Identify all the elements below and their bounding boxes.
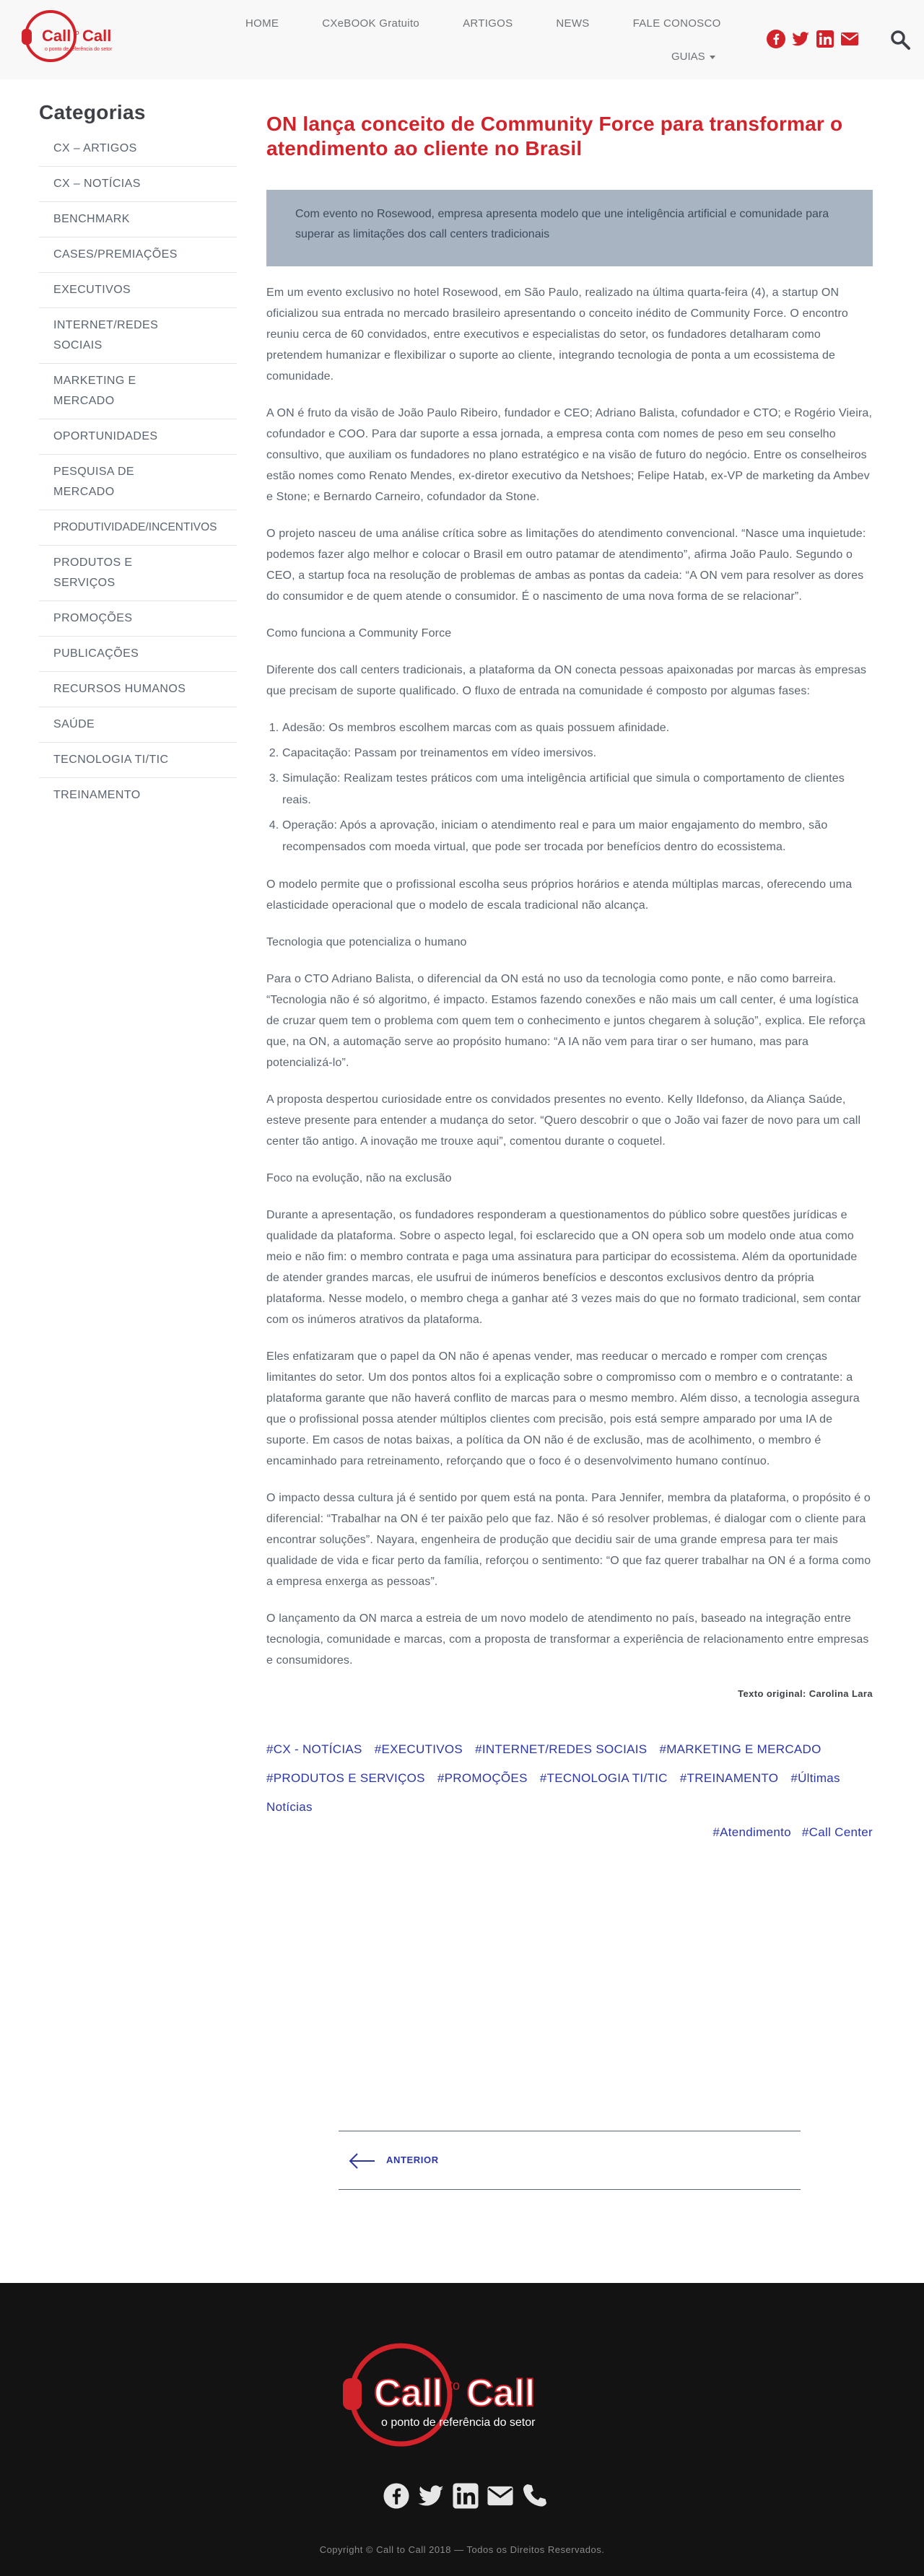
sidebar-item-tecnologia[interactable]: TECNOLOGIA TI/TIC (39, 743, 237, 778)
sidebar-item-promocoes[interactable]: PROMOÇÕES (39, 601, 237, 637)
sidebar-item-benchmark[interactable]: BENCHMARK (39, 202, 237, 237)
previous-post-link[interactable]: ANTERIOR (386, 2154, 439, 2165)
post-navigation (339, 2131, 801, 2190)
sidebar-item-treinamento[interactable]: TREINAMENTO (53, 789, 141, 801)
site-footer (0, 2283, 924, 2576)
sidebar-item-cx-noticias[interactable]: CX – NOTÍCIAS (39, 167, 237, 202)
sidebar-item-produtividade[interactable]: PRODUTIVIDADE/INCENTIVOS (39, 510, 237, 546)
svg-text:Call: Call (82, 27, 112, 45)
paragraph: A ON é fruto da visão de João Paulo Ribeiro, fundador e CEO; Adriano Balista, cofundador e CTO; e Rogério Vieira, cofundador e COO. Para dar suporte a essa jornada, a empresa conta com nomes de peso em seu conselho consultivo, que auxiliam os fundadores no plano estratégico e na visão de futuro do negócio. Entre os conselheiros estão nomes como Renato Mendes, ex-diretor executivo da Netshoes; Felipe Hatab, ex-VP de marketing da Ambev e Stone; e Bernardo Carneiro, cofundador da Stone. (266, 407, 873, 503)
category-link[interactable]: #Últimas Notícias (266, 1771, 840, 1814)
category-link[interactable]: #CX - NOTÍCIAS (266, 1742, 362, 1756)
paragraph: Diferente dos call centers tradicionais, a plataforma da ON conecta pessoas apaixonadas por marcas às empresas que precisam de suporte qualificado. O fluxo de entrada na comunidade é composto por algumas fases: (266, 664, 867, 697)
paragraph: O impacto dessa cultura já é sentido por quem está na ponta. Para Jennifer, membra da plataforma, o propósito é o diferencial: “Trabalhar na ON é ter paixão pelo que faz. Não é só resolver problemas, é dialogar com o cliente para encontrar soluções”. Nayara, engenheira de produção que decidiu sair de uma grande empresa para ter mais qualidade de vida e ficar perto da família, reforçou o sentimento: “O que faz querer trabalhar na ON é a forma como a empresa enxerga as pessoas”. (266, 1492, 871, 1588)
sidebar-item-produtos[interactable]: PRODUTOS E SERVIÇOS (39, 546, 237, 601)
paragraph: Eles enfatizaram que o papel da ON não é apenas vender, mas reeducar o mercado e romper com crenças limitantes do setor. Um dos pontos altos foi a explicação sobre o compromisso com o membro e o contratante: a plataforma garante que não haverá conflito de marcas para o mesmo membro. Além disso, a tecnologia assegura que o profissional possa atender múltiplos clientes com precisão, pois está sempre amparado por uma IA de suporte. Em casos de notas baixas, a política da ON não é de exclusão, mas de acolhimento, o membro é encaminhado para retreinamento, reforçando que o foco é o desenvolvimento humano contínuo. (266, 1350, 860, 1467)
sidebar-item-internet[interactable]: INTERNET/REDES SOCIAIS (39, 308, 237, 364)
nav-home[interactable]: HOME (245, 17, 279, 30)
nav-guias[interactable]: GUIAS (671, 48, 715, 66)
paragraph: Durante a apresentação, os fundadores responderam a questionamentos do público sobre questões jurídicas e qualidade da plataforma. Sobre o aspecto legal, foi esclarecido que a ON opera sob um modelo onde atua como meio e não fim: o membro contrata e paga uma assinatura para participar do ecossistema. Além da oportunidade de atender grandes marcas, ele usufrui de inúmeros benefícios e descontos exclusivos dentro da própria plataforma. Nesse modelo, o membro chega a ganhar até 3 vezes mais do que no formato tradicional, sem contar com os inúmeros atrativos da plataforma. (266, 1209, 861, 1326)
nav-news[interactable]: NEWS (556, 17, 590, 30)
svg-text:to: to (449, 2378, 461, 2393)
twitter-icon[interactable] (791, 30, 810, 48)
paragraph: A proposta despertou curiosidade entre os convidados presentes no evento. Kelly Ildefonso, da Aliança Saúde, esteve presente para entender a mudança do setor. “Quero descobrir o que o João vai fazer de novo para um call center tão antigo. A inovação me trouxe aqui”, comentou durante o coquetel. (266, 1093, 861, 1148)
phone-icon[interactable] (521, 2482, 549, 2510)
category-sidebar (39, 101, 237, 813)
tag-link[interactable]: #Atendimento (712, 1825, 791, 1839)
sidebar-item-marketing[interactable]: MARKETING E MERCADO (39, 364, 237, 419)
paragraph: Para o CTO Adriano Balista, o diferencial da ON está no uso da tecnologia como ponte, e não como barreira. “Tecnologia não é só algoritmo, é impacto. Estamos fazendo conexões e não mais um call center, é uma logística de cruzar quem tem o problema com quem tem o conhecimento e juntos chegarem à solução”, explica. Ele reforça que, na ON, a automação serve ao propósito humano: “A IA não vem para tirar o ser humano, mas para potencializá-lo”. (266, 973, 866, 1069)
footer-social (383, 2482, 549, 2510)
category-link[interactable]: #PROMOÇÕES (437, 1771, 528, 1785)
footer-logo[interactable] (339, 2333, 585, 2456)
paragraph: Em um evento exclusivo no hotel Rosewood, em São Paulo, realizado na última quarta-feira (4), a startup ON oficializou sua entrada no mercado brasileiro apresentando o conceito inédito de Community Force. O encontro reuniu cerca de 60 convidados, entre executivos e especialistas do setor, os fundadores detalharam como pretendem humanizar e flexibilizar o suporte ao cliente, integrando tecnologia de ponta a um ecossistema de comunidade. (266, 287, 848, 383)
category-link[interactable]: #TECNOLOGIA TI/TIC (539, 1771, 668, 1785)
list-item: 2. Capacitação: Passam por treinamentos em vídeo imersivos. (282, 743, 873, 764)
linkedin-icon[interactable] (452, 2482, 479, 2510)
sidebar-item-oportunidades[interactable]: OPORTUNIDADES (39, 419, 237, 455)
sidebar-item-pesquisa[interactable]: PESQUISA DE MERCADO (39, 455, 237, 510)
sidebar-title: Categorias (39, 101, 146, 123)
copyright: Copyright © Call to Call 2018 — Todos os Direitos Reservados. (319, 2544, 605, 2555)
article-credit: Texto original: Carolina Lara (738, 1688, 873, 1699)
paragraph: O lançamento da ON marca a estreia de um novo modelo de atendimento no país, baseado na integração entre tecnologia, comunidade e marcas, com a proposta de transformar a experiência de relacionamento entre empresas e consumidores. (266, 1612, 869, 1667)
list-item: 1. Adesão: Os membros escolhem marcas com as quais possuem afinidade. (282, 717, 873, 739)
section-heading: Tecnologia que potencializa o humano (266, 936, 467, 948)
paragraph: O modelo permite que o profissional escolha seus próprios horários e atenda múltiplas marcas, oferecendo uma elasticidade operacional que o modelo de escala tradicional não alcança. (266, 878, 853, 912)
list-item: 3. Simulação: Realizam testes práticos com uma inteligência artificial que simula o comportamento de clientes reais. (282, 768, 873, 811)
site-header (0, 0, 924, 79)
paragraph: O projeto nasceu de uma análise crítica sobre as limitações do atendimento convencional. “Nasce uma inquietude: podemos fazer algo melhor e colocar o Brasil em outro patamar de atendimento”, afirma João Paulo. Segundo o CEO, a startup foca na resolução de problemas de ambas as pontas da cadeia: “A ON vem para resolver as dores do consumidor e de quem atende o consumidor. É o nascimento de uma nova forma de se relacionar”. (266, 528, 866, 603)
header-social (767, 30, 859, 48)
sidebar-item-rh[interactable]: RECURSOS HUMANOS (39, 672, 237, 707)
site-logo[interactable] (22, 7, 137, 65)
svg-text:o ponto de referência do setor: o ponto de referência do setor (381, 2416, 536, 2429)
svg-text:Call: Call (466, 2372, 536, 2414)
sidebar-item-executivos[interactable]: EXECUTIVOS (39, 273, 237, 308)
tag-links (266, 1822, 873, 1843)
tag-link[interactable]: #Call Center (801, 1825, 873, 1839)
sidebar-item-cx-artigos[interactable]: CX – ARTIGOS (39, 131, 237, 167)
nav-fale-conosco[interactable]: FALE CONOSCO (632, 17, 721, 30)
article-title: ON lança conceito de Community Force para transformar o atendimento ao cliente no Brasil (266, 113, 843, 160)
category-link[interactable]: #EXECUTIVOS (374, 1742, 463, 1756)
twitter-icon[interactable] (417, 2482, 445, 2510)
phase-list (266, 717, 873, 858)
article-lead: Com evento no Rosewood, empresa apresenta modelo que une inteligência artificial e comunidade para superar as limitações dos call centers tradicionais (266, 190, 873, 266)
category-link[interactable]: #PRODUTOS E SERVIÇOS (266, 1771, 425, 1785)
chevron-down-icon (710, 56, 715, 59)
facebook-icon[interactable] (383, 2482, 410, 2510)
email-icon[interactable] (840, 30, 859, 48)
section-heading: Como funciona a Community Force (266, 627, 452, 639)
email-icon[interactable] (487, 2482, 514, 2510)
main-nav (224, 14, 743, 33)
list-item: 4. Operação: Após a aprovação, iniciam o atendimento real e para um maior engajamento do membro, são recompensados com moeda virtual, que pode ser trocada por benefícios dentro do ecossistema. (282, 815, 873, 858)
search-icon[interactable] (889, 29, 911, 51)
linkedin-icon[interactable] (816, 30, 834, 48)
category-link[interactable]: #TREINAMENTO (679, 1771, 779, 1785)
category-link[interactable]: #INTERNET/REDES SOCIAIS (475, 1742, 648, 1756)
svg-text:to: to (74, 29, 79, 36)
article (266, 112, 873, 1843)
sidebar-item-publicacoes[interactable]: PUBLICAÇÕES (39, 637, 237, 672)
nav-artigos[interactable]: ARTIGOS (463, 17, 513, 30)
svg-text:o ponto de referência do setor: o ponto de referência do setor (45, 47, 113, 52)
arrow-left-icon[interactable] (347, 2150, 376, 2172)
article-body (266, 282, 873, 1671)
facebook-icon[interactable] (767, 30, 785, 48)
svg-text:Call: Call (374, 2372, 443, 2414)
svg-text:Call: Call (42, 27, 71, 45)
sidebar-item-cases[interactable]: CASES/PREMIAÇÕES (39, 237, 237, 273)
section-heading: Foco na evolução, não na exclusão (266, 1172, 452, 1184)
category-link[interactable]: #MARKETING E MERCADO (659, 1742, 821, 1756)
category-links (266, 1735, 873, 1822)
nav-cxebook[interactable]: CXeBOOK Gratuito (322, 17, 420, 30)
sidebar-item-saude[interactable]: SAÚDE (39, 707, 237, 743)
